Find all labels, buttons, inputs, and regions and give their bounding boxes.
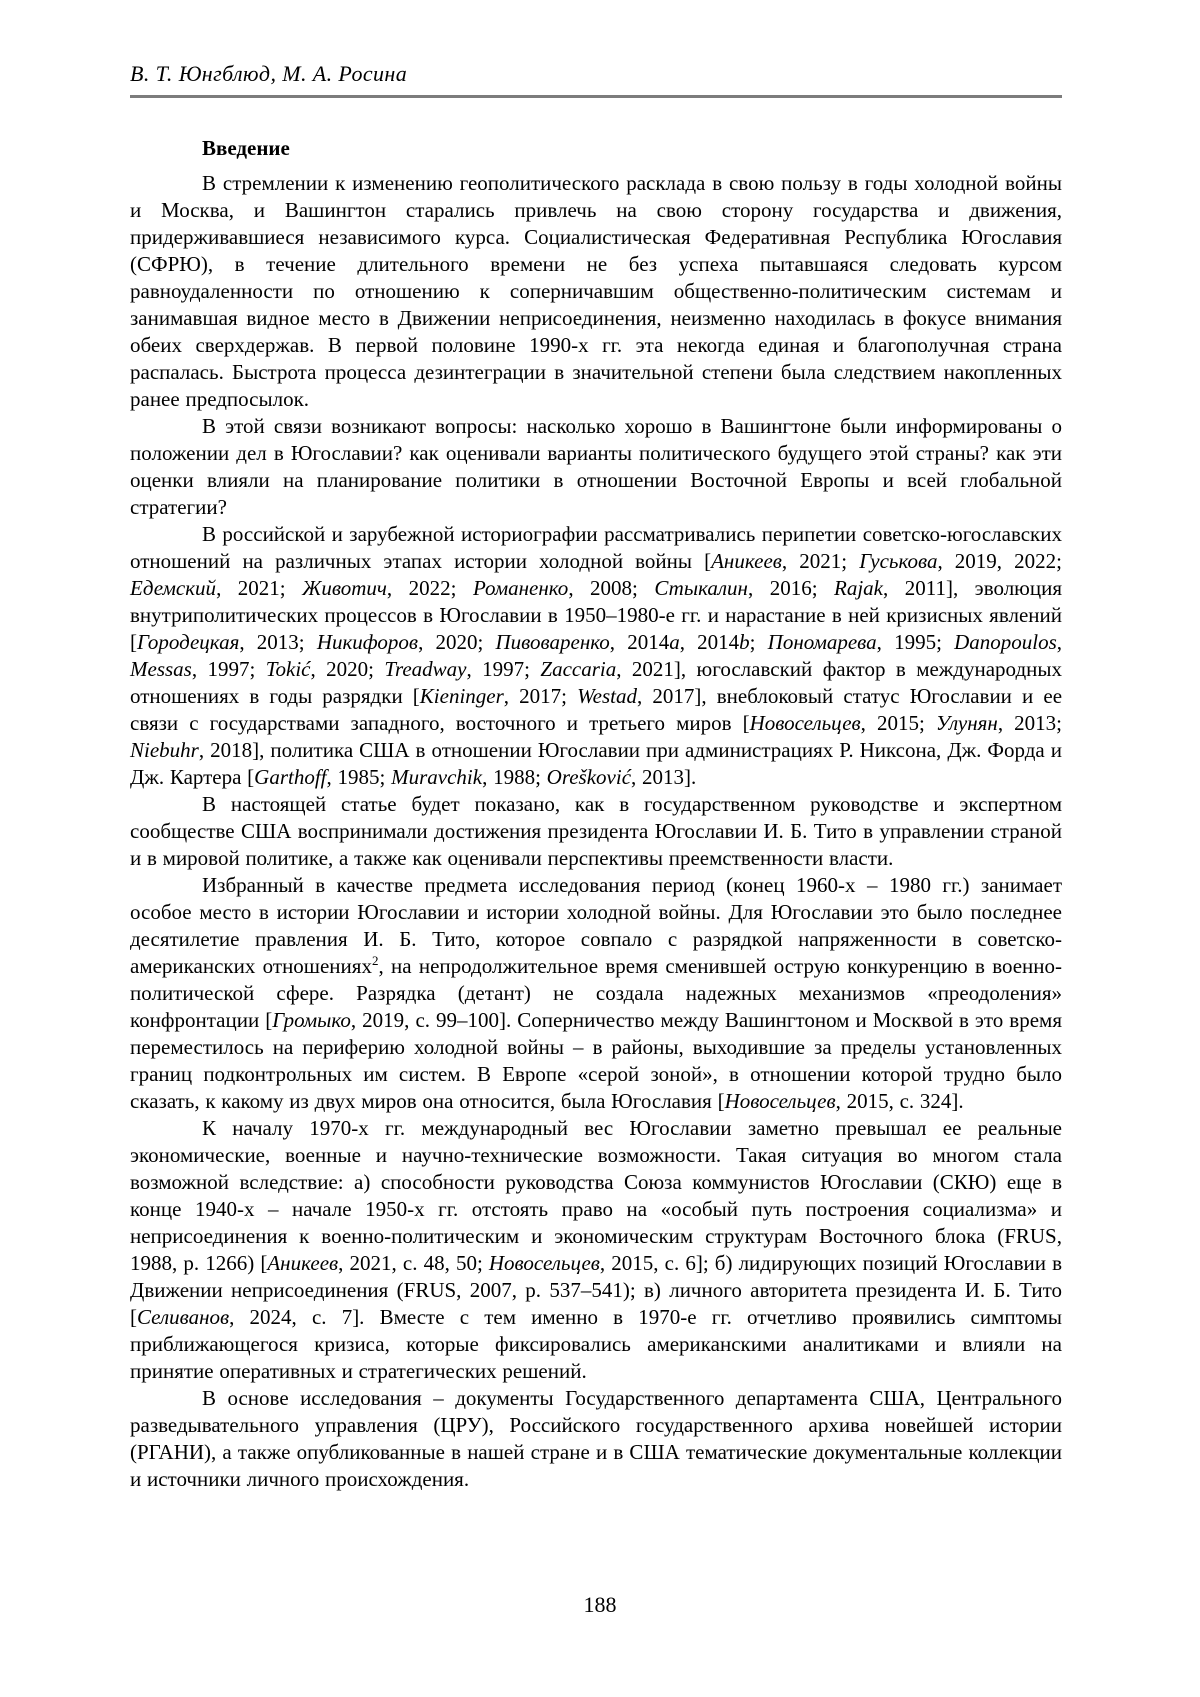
section-heading: Введение [202, 136, 290, 160]
header-rule [130, 95, 1062, 98]
paragraph [130, 521, 1062, 791]
citation-author: Garthoff [254, 765, 327, 789]
text-run: В этой связи возникают вопросы: насколько хорошо в Вашингтоне были информированы о положении дел в Югославии? как оценивали варианты политического будущего этой страны? как эти оценки влияли на планирование политики в отношении Восточной Европы и всей глобальной стратегии? [130, 414, 1062, 519]
citation-author: Treadway [384, 657, 467, 681]
citation-author: Westad [577, 684, 638, 708]
text-run: , 2021; [781, 549, 860, 573]
citation-author: Стыкалин [654, 576, 748, 600]
citation-author: Аникеев [711, 549, 782, 573]
text-run: , 2020; [310, 657, 385, 681]
text-run: В настоящей статье будет показано, как в государственном руководстве и экспертном сообществе США воспринимали достижения президента Югославии И. Б. Тито в управлении страной и в мировой политике, а также как оценивали перспективы преемственности власти. [130, 792, 1062, 870]
text-run: В стремлении к изменению геополитического расклада в свою пользу в годы холодной войны и Москва, и Вашингтон старались привлечь на свою сторону государства и движения, придерживавшиеся независимого курса. Социалистическая Федеративная Республика Югославия (СФРЮ), в течение длительного времени не без успеха пытавшаяся следовать курсом равноудаленности по отношению к соперничавшим общественно-политическим системам и занимавшая видное место в Движении неприсоединения, неизменно находилась в фокусе внимания обеих сверхдержав. В первой половине 1990-х гг. эта некогда единая и благополучная страна распалась. Быстрота процесса дезинтеграции в значительной степени была следствием накопленных ранее предпосылок. [130, 171, 1062, 411]
page-number: 188 [583, 1592, 617, 1617]
citation-author: Новосельцев [488, 1251, 600, 1275]
citation-author: Новосельцев [749, 711, 861, 735]
text-run: Избранный в качестве предмета исследования период (конец 1960-х – 1980 гг.) занимает особое место в истории Югославии и истории холодной войны. Для Югославии это было последнее десятилетие правления И. Б. Тито, которое совпало с разрядкой напряженности в советско-американских отношениях [130, 873, 1062, 978]
text-run: , 2013; [997, 711, 1062, 735]
text-run: , 1995; [876, 630, 955, 654]
text-run: , 2024, с. 7]. Вместе с тем именно в 1970-е гг. отчетливо проявились симптомы приближающегося кризиса, которые фиксировались американскими аналитиками и влияли на принятие оперативных и стратегических решений. [130, 1305, 1062, 1383]
running-head-authors: В. Т. Юнгблюд, М. А. Росина [130, 61, 408, 86]
text-run: , 2013; [239, 630, 317, 654]
paragraph [130, 872, 1062, 1115]
text-run: , 2011], эволюция внутриполитических процессов в Югославии в 1950–1980-е гг. и нарастание в ней кризисных явлений [ [130, 576, 1062, 654]
text-run: , 2015, с. 324]. [835, 1089, 964, 1113]
citation-author: Danopoulos [954, 630, 1057, 654]
text-run: , 2017; [503, 684, 578, 708]
citation-author: Едемский [130, 576, 217, 600]
text-run: , 2014 [679, 630, 740, 654]
text-run: , 2015, с. 6]; б) лидирующих позиций Югославии в Движении неприсоединения (FRUS, 2007, p. 537–541); в) личного авторитета президента И. Б. Тито [ [130, 1251, 1062, 1329]
citation-author: Романенко [472, 576, 569, 600]
citation-author: b [739, 630, 750, 654]
citation-author: Muravchik [391, 765, 483, 789]
text-run: В российской и зарубежной историографии рассматривались перипетии советско-югославских отношений на различных этапах истории холодной войны [ [130, 522, 1062, 573]
article-body [130, 170, 1062, 1493]
text-run: , 2008; [568, 576, 655, 600]
text-run: , 1988; [482, 765, 547, 789]
paragraph [130, 1115, 1062, 1385]
paragraph [130, 791, 1062, 872]
text-run: ; [749, 630, 768, 654]
citation-author: Orešković [546, 765, 632, 789]
text-run: , 2019, 2022; [937, 549, 1062, 573]
text-run: В основе исследования – документы Государственного департамента США, Центрального разведывательного управления (ЦРУ), Российского государственного архива новейшей истории (РГАНИ), а также опубликованные в нашей стране и в США тематические документальные коллекции и источники личного происхождения. [130, 1386, 1062, 1491]
text-run: , 2021], югославский фактор в международных отношениях в годы разрядки [ [130, 657, 1062, 708]
text-run: , [1056, 630, 1063, 654]
paragraph [130, 413, 1062, 521]
text-run: , 2021; [216, 576, 303, 600]
citation-author: Kieninger [419, 684, 504, 708]
citation-author: Новосельцев [724, 1089, 836, 1113]
text-run: , 2021, с. 48, 50; [338, 1251, 489, 1275]
citation-author: Zaccaria [540, 657, 617, 681]
text-run: , 2015; [860, 711, 936, 735]
citation-author: Громыко [272, 1008, 351, 1032]
citation-author: Селиванов [137, 1305, 230, 1329]
text-run: , 2013]. [631, 765, 697, 789]
text-run: , 2014 [609, 630, 670, 654]
citation-author: a [669, 630, 680, 654]
text-run: , 1997; [466, 657, 541, 681]
text-run: , 2017], внеблоковый статус Югославии и ее связи с государствами западного, восточного и третьего миров [ [130, 684, 1063, 735]
citation-author: Niebuhr [130, 738, 199, 762]
text-run: , на непродолжительное время сменившей острую конкуренцию в военно-политической сфере. Разрядка (детант) не создала надежных механизмов «преодоления» конфронтации [ [130, 954, 1063, 1032]
text-run: , 1985; [326, 765, 392, 789]
citation-author: Гуськова [859, 549, 938, 573]
text-run: , 2019, с. 99–100]. Соперничество между Вашингтоном и Москвой в это время переместилось на периферию холодной войны – в районы, выходившие за пределы установленных границ подконтрольных им систем. В Европе «серой зоной», в отношении которой трудно было сказать, к какому из двух миров она относится, была Югославия [ [130, 1008, 1062, 1113]
footnote-ref: 2 [371, 953, 379, 968]
citation-author: Tokić [265, 657, 311, 681]
citation-author: Пономарева [767, 630, 877, 654]
paragraph [130, 1385, 1062, 1493]
citation-author: Пивоваренко [495, 630, 610, 654]
text-run: , 2016; [747, 576, 835, 600]
citation-author: Никифоров [316, 630, 419, 654]
paragraph [130, 170, 1062, 413]
citation-author: Аникеев [267, 1251, 339, 1275]
citation-author: Животич [302, 576, 387, 600]
text-run: , 2020; [418, 630, 496, 654]
page-content [130, 60, 1062, 1493]
text-run: , 2018], политика США в отношении Югославии при администрациях Р. Никсона, Дж. Форда и Дж. Картера [ [130, 738, 1062, 789]
citation-author: Городецкая [137, 630, 240, 654]
text-run: , 1997; [191, 657, 266, 681]
text-run: К началу 1970-х гг. международный вес Югославии заметно превышал ее реальные экономические, военные и научно-технические возможности. Такая ситуация во многом стала возможной вследствие: а) способности руководства Союза коммунистов Югославии (СКЮ) еще в конце 1940-х – начале 1950-х гг. отстоять право на «особый путь построения социализма» и неприсоединения к военно-политическим и экономическим структурам Восточного блока (FRUS, 1988, p. 1266) [ [130, 1116, 1062, 1275]
citation-author: Rajak [834, 576, 883, 600]
text-run: , 2022; [386, 576, 473, 600]
citation-author: Messas [130, 657, 192, 681]
citation-author: Улунян [935, 711, 998, 735]
